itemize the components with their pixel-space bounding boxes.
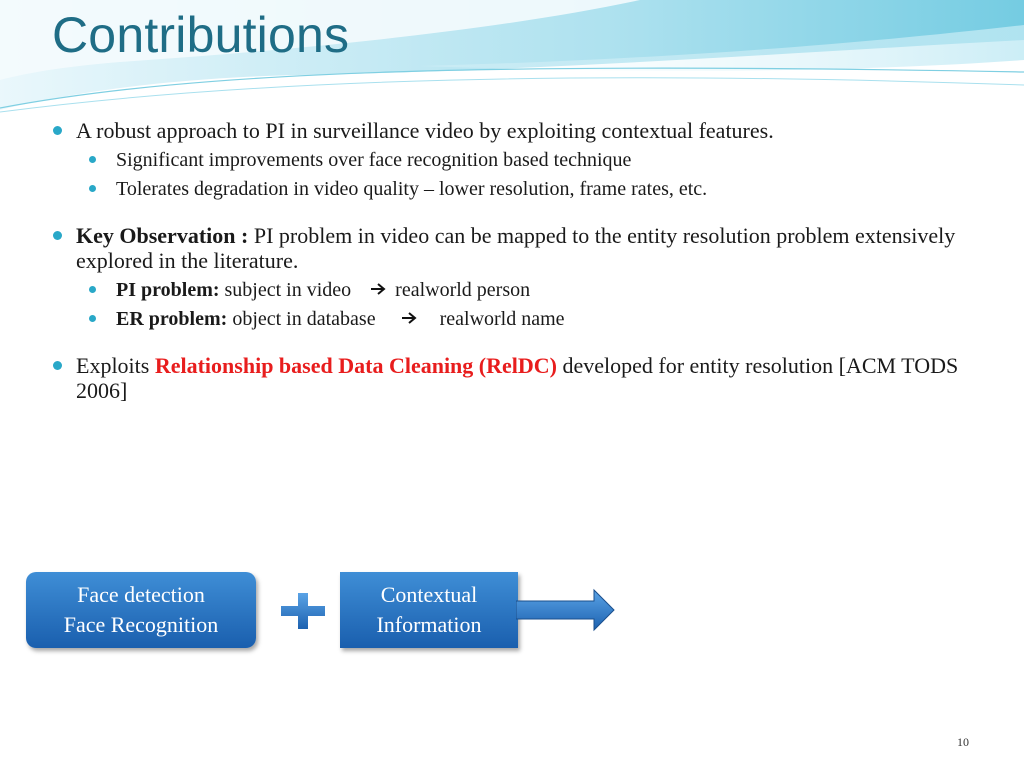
right-arrow-icon <box>516 588 616 632</box>
sub-bullet-text: subject in video <box>219 279 352 301</box>
bullet-text: developed for entity resolution [ACM TODS 2006] <box>76 353 959 403</box>
box-line: Face Recognition <box>63 612 219 637</box>
arrow-right-icon <box>401 311 417 325</box>
box-line: Information <box>376 612 482 637</box>
bullet-dot-icon <box>53 361 62 370</box>
box-line: Face detection <box>77 582 205 607</box>
bullet-item <box>48 118 968 143</box>
bullet-dot-icon <box>53 126 62 135</box>
bullet-list <box>48 118 968 403</box>
sub-bullet-item <box>116 307 968 331</box>
sub-bullet-text: Significant improvements over face recognition based technique <box>116 149 632 171</box>
bullet-text: A robust approach to PI in surveillance video by exploiting contextual features. <box>76 118 774 143</box>
sub-bullet-text: realworld person <box>395 279 531 301</box>
sub-bullet-item <box>116 278 968 302</box>
page-number: 10 <box>957 735 969 749</box>
bullet-dot-icon <box>89 185 96 192</box>
bullet-bold-label: Key Observation : <box>76 223 249 248</box>
bullet-dot-icon <box>89 315 96 322</box>
bullet-dot-icon <box>53 231 62 240</box>
face-detection-box <box>26 572 256 648</box>
bullet-item <box>48 353 968 403</box>
plus-icon <box>281 593 325 629</box>
sub-bullet-item <box>116 177 968 201</box>
sub-bullet-text: realworld name <box>439 308 565 330</box>
sub-bullet-text: object in database <box>227 308 376 330</box>
sub-bullet-text: Tolerates degradation in video quality – lower resolution, frame rates, etc. <box>116 178 708 200</box>
box-line: Contextual <box>380 582 478 607</box>
sub-bullet-bold-label: PI problem: <box>116 279 220 301</box>
bullet-dot-icon <box>89 156 96 163</box>
contextual-information-box <box>340 572 518 648</box>
sub-bullet-bold-label: ER problem: <box>116 308 228 330</box>
slide-title: Contributions <box>52 7 350 63</box>
bullet-text: Exploits <box>76 353 155 378</box>
highlight-text: Relationship based Data Cleaning (RelDC) <box>154 353 557 378</box>
bullet-dot-icon <box>89 286 96 293</box>
sub-bullet-item <box>116 148 968 172</box>
bullet-item <box>48 223 968 273</box>
bullet-text: PI problem in video can be mapped to the entity resolution problem extensively explored in the literature. <box>76 223 956 273</box>
arrow-right-icon <box>370 282 386 296</box>
